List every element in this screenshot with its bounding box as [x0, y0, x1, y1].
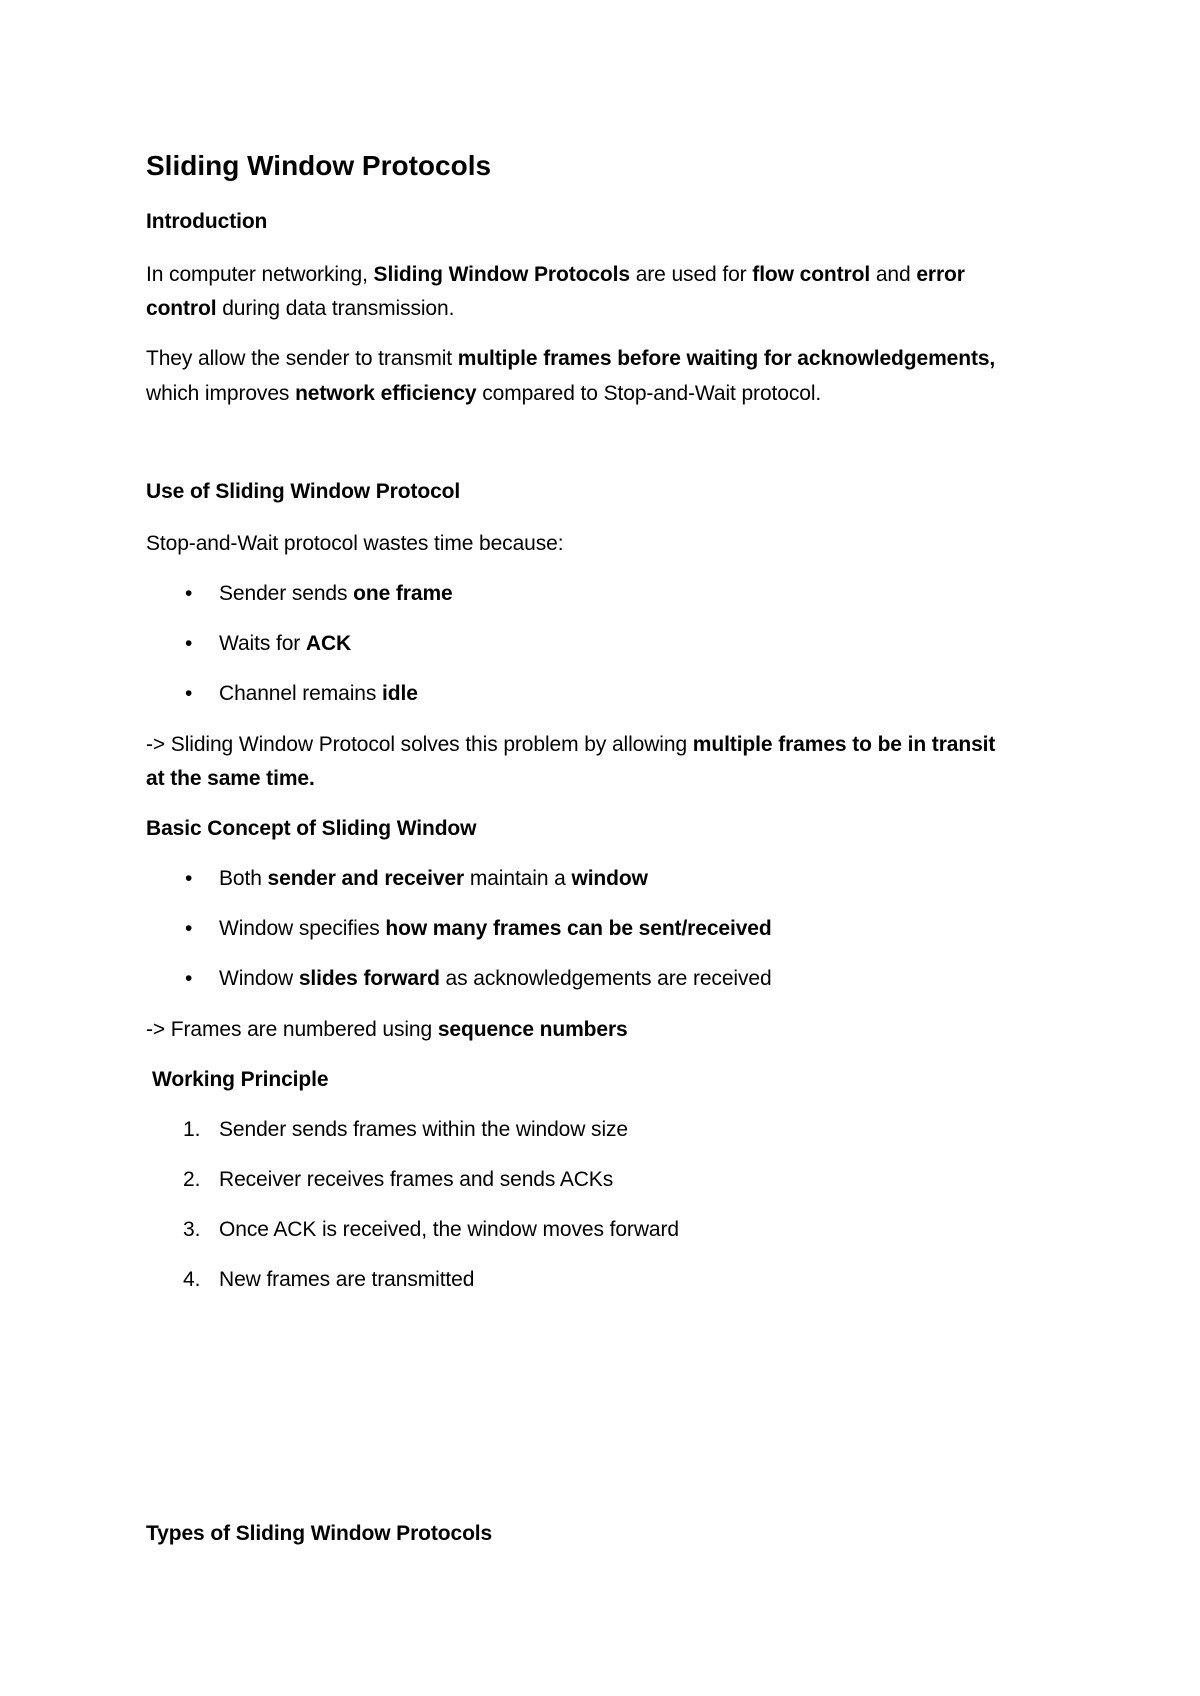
document-title: Sliding Window Protocols	[146, 150, 492, 181]
bold-run: flow control	[752, 263, 871, 286]
bullet-marker: •	[185, 632, 193, 655]
text-run: -> Sliding Window Protocol solves this problem by allowing	[146, 733, 693, 756]
types-heading: Types of Sliding Window Protocols	[146, 1522, 493, 1545]
text-run: as acknowledgements are received	[439, 967, 772, 990]
use-lead-text: Stop-and-Wait protocol wastes time because:	[146, 532, 564, 555]
bold-run: ACK	[305, 632, 352, 655]
intro-paragraph-line	[146, 382, 821, 406]
text-run: which improves	[146, 382, 296, 405]
text-run: compared to Stop-and-Wait protocol.	[476, 382, 822, 405]
bold-run: control	[146, 297, 217, 320]
use-note-line	[146, 733, 995, 757]
list-item: Once ACK is received, the window moves forward	[219, 1218, 679, 1241]
bullet-marker: •	[185, 682, 193, 705]
list-item	[219, 917, 772, 941]
text-run: and	[870, 263, 917, 286]
text-run: Window	[219, 967, 299, 990]
text-run: Window specifies	[219, 917, 386, 940]
bullet-marker: •	[185, 582, 193, 605]
bold-run: at the same time.	[146, 767, 315, 790]
bullet-marker: •	[185, 967, 193, 990]
step-number: 4.	[183, 1268, 201, 1291]
text-run: Channel remains	[219, 682, 382, 705]
bold-run: how many frames can be sent/received	[385, 917, 772, 940]
working-heading: Working Principle	[152, 1068, 329, 1091]
bold-run: sender and receiver	[267, 867, 465, 890]
intro-paragraph-line	[146, 263, 965, 287]
text-run: Waits for	[219, 632, 306, 655]
text-run: They allow the sender to transmit	[146, 347, 458, 370]
intro-paragraph-line	[146, 347, 995, 371]
bold-run: error	[916, 263, 965, 286]
bold-run: network efficiency	[295, 382, 477, 405]
step-number: 1.	[183, 1118, 201, 1141]
text-run: In computer networking,	[146, 263, 374, 286]
bold-run: sequence numbers	[437, 1018, 628, 1041]
use-note-line	[146, 767, 315, 791]
bold-run: idle	[382, 682, 418, 705]
list-item: New frames are transmitted	[219, 1268, 475, 1291]
step-number: 2.	[183, 1168, 201, 1191]
text-run: Both	[219, 867, 268, 890]
text-run: -> Frames are numbered using	[146, 1018, 438, 1041]
bullet-marker: •	[185, 867, 193, 890]
bold-run: multiple frames to be in transit	[692, 733, 996, 756]
bold-run: window	[571, 867, 648, 890]
list-item	[219, 582, 453, 606]
concept-heading: Basic Concept of Sliding Window	[146, 817, 477, 840]
bullet-marker: •	[185, 917, 193, 940]
text-run: maintain a	[464, 867, 572, 890]
bold-run: Sliding Window Protocols	[373, 263, 630, 286]
list-item	[219, 967, 772, 991]
list-item: Sender sends frames within the window size	[219, 1118, 629, 1141]
bold-run: one frame	[353, 582, 453, 605]
bold-run: multiple frames before waiting for acknowledgements,	[457, 347, 996, 370]
step-number: 3.	[183, 1218, 201, 1241]
list-item	[219, 682, 418, 706]
list-item	[219, 867, 648, 891]
list-item: Receiver receives frames and sends ACKs	[219, 1168, 614, 1191]
bold-run: slides forward	[298, 967, 440, 990]
introduction-heading: Introduction	[146, 210, 268, 233]
text-run: are used for	[629, 263, 753, 286]
intro-paragraph-line	[146, 297, 454, 321]
text-run: during data transmission.	[216, 297, 455, 320]
concept-note	[146, 1018, 628, 1042]
use-heading: Use of Sliding Window Protocol	[146, 480, 461, 503]
text-run: Sender sends	[219, 582, 354, 605]
list-item	[219, 632, 351, 656]
